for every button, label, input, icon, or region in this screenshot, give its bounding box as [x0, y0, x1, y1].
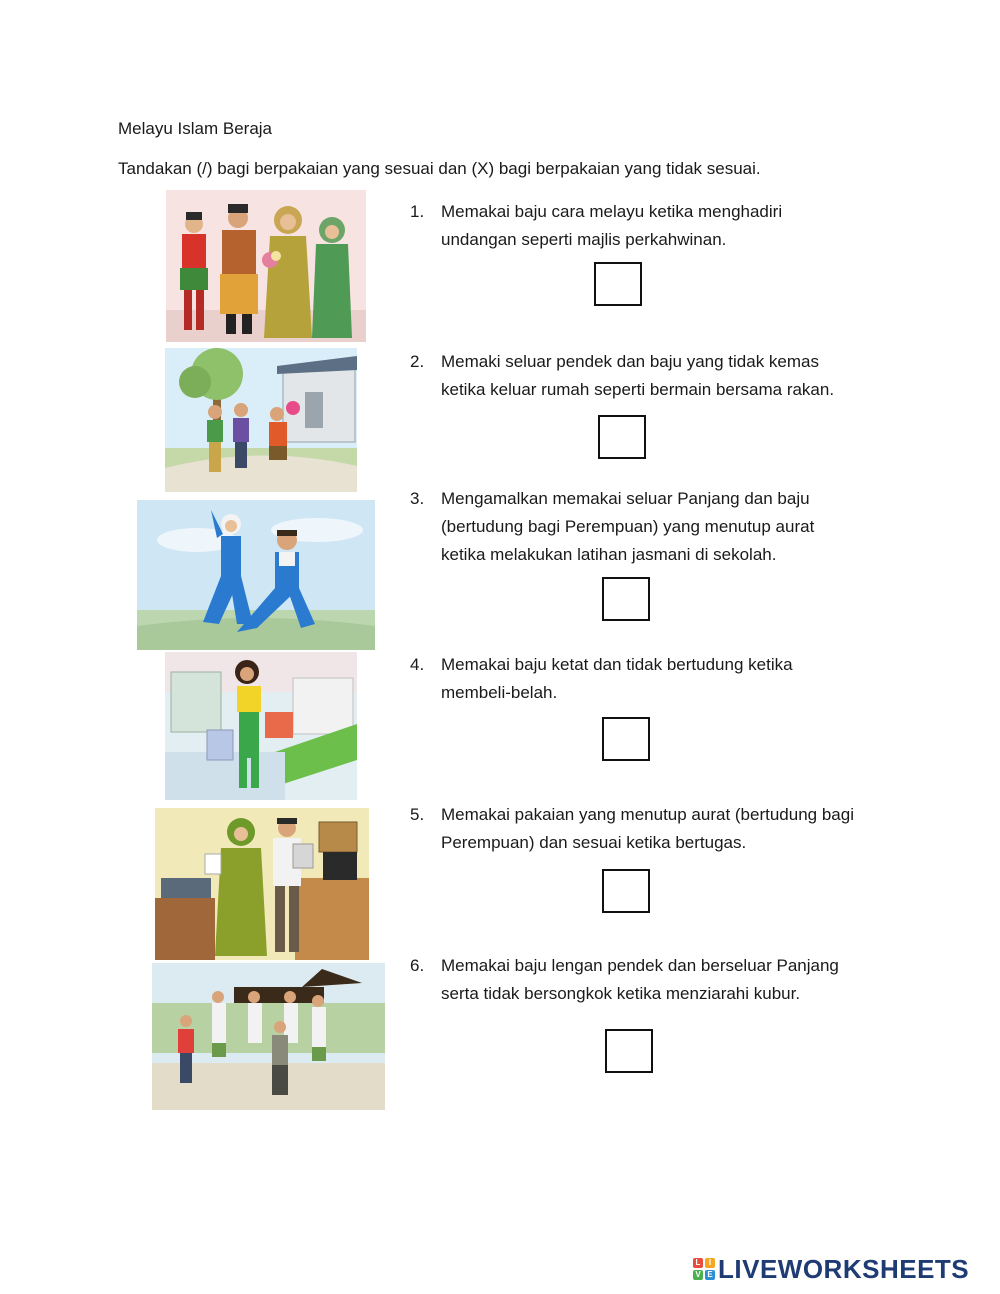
question-text-line: Memaki seluar pendek dan baju yang tidak kemas: [441, 352, 819, 371]
question-number: 1.: [410, 202, 425, 221]
question-6: [410, 952, 891, 1008]
question-text-line: membeli-belah.: [441, 683, 558, 702]
answer-box-5[interactable]: [602, 869, 650, 913]
question-text-line: ketika melakukan latihan jasmani di sekolah.: [441, 545, 777, 564]
answer-box-3[interactable]: [602, 577, 650, 621]
question-2: [410, 348, 891, 404]
question-number: 4.: [410, 655, 425, 674]
question-text-line: Memakai baju ketat dan tidak bertudung ketika: [441, 655, 793, 674]
answer-box-1[interactable]: [594, 262, 642, 306]
badge-letter: E: [705, 1270, 715, 1280]
question-3: [410, 485, 891, 569]
question-4: [410, 651, 891, 707]
question-text-line: undangan seperti majlis perkahwinan.: [441, 230, 727, 249]
office-workers-illustration: [155, 808, 369, 960]
shopping-woman-illustration: [165, 652, 357, 800]
question-number: 2.: [410, 352, 425, 371]
badge-letter: V: [693, 1270, 703, 1280]
funeral-procession-illustration: [152, 963, 385, 1110]
logo-badge-icon: [693, 1258, 715, 1280]
question-text-line: Perempuan) dan sesuai ketika bertugas.: [441, 833, 747, 852]
question-5: [410, 801, 891, 857]
question-number: 6.: [410, 956, 425, 975]
badge-letter: L: [693, 1258, 703, 1268]
badge-letter: I: [705, 1258, 715, 1268]
question-text-line: ketika keluar rumah seperti bermain bersama rakan.: [441, 380, 835, 399]
question-text-line: Memakai baju cara melayu ketika menghadiri: [441, 202, 783, 221]
answer-box-2[interactable]: [598, 415, 646, 459]
logo-text: LIVEWORKSHEETS: [718, 1253, 970, 1284]
liveworksheets-logo: [693, 1255, 969, 1283]
question-1: [410, 198, 891, 254]
question-number: 3.: [410, 489, 425, 508]
page-title: Melayu Islam Beraja: [118, 119, 273, 138]
question-text-line: Memakai pakaian yang menutup aurat (bertudung bagi: [441, 805, 854, 824]
question-text-line: Mengamalkan memakai seluar Panjang dan baju: [441, 489, 810, 508]
children-playing-illustration: [165, 348, 357, 492]
exercise-illustration: [137, 500, 375, 650]
question-number: 5.: [410, 805, 425, 824]
question-text-line: (bertudung bagi Perempuan) yang menutup aurat: [441, 517, 815, 536]
question-text-line: Memakai baju lengan pendek dan berseluar Panjang: [441, 956, 839, 975]
wedding-family-illustration: [166, 190, 366, 342]
question-text-line: serta tidak bersongkok ketika menziarahi kubur.: [441, 984, 801, 1003]
answer-box-4[interactable]: [602, 717, 650, 761]
instruction-text: Tandakan (/) bagi berpakaian yang sesuai dan (X) bagi berpakaian yang tidak sesuai.: [118, 159, 761, 178]
answer-box-6[interactable]: [605, 1029, 653, 1073]
